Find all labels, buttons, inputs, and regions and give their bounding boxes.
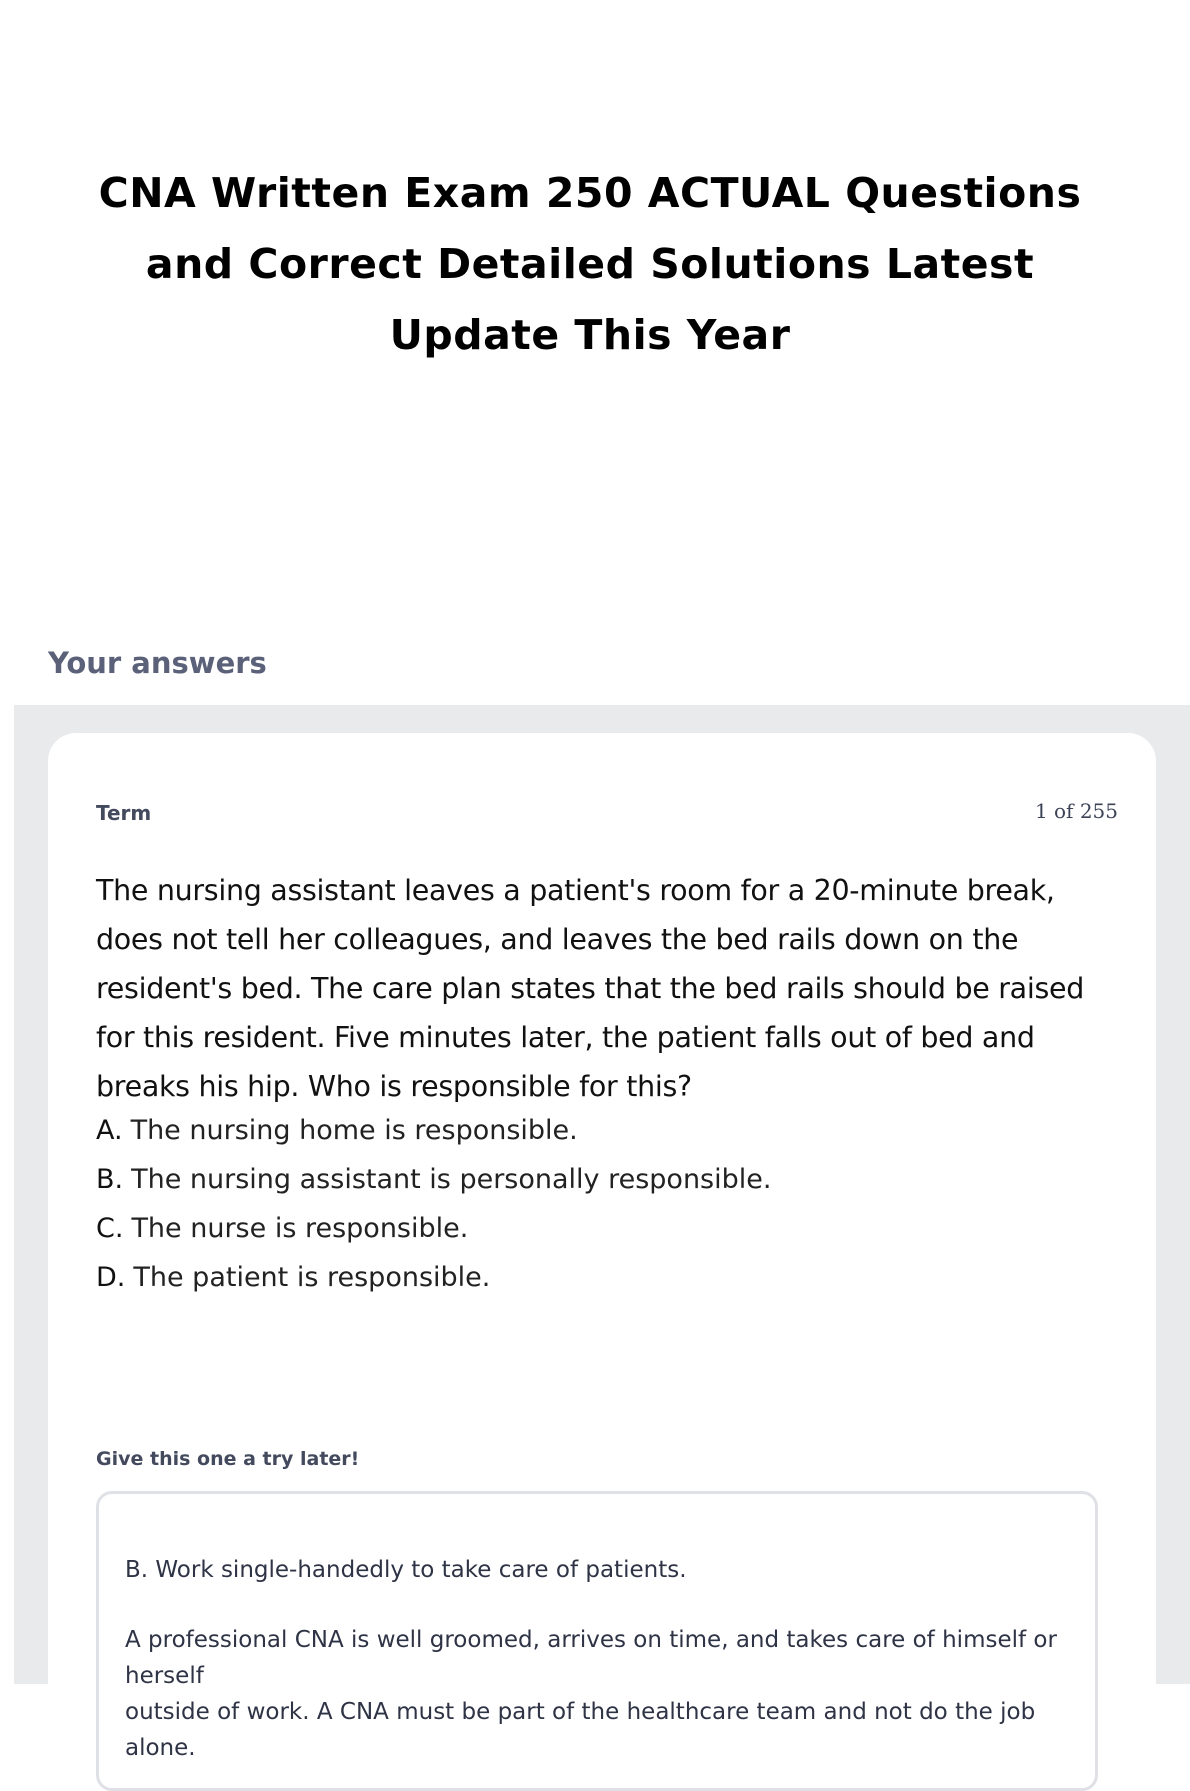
flashcard bbox=[48, 733, 1156, 1761]
card-counter: 1 of 255 bbox=[1034, 799, 1118, 823]
option-b[interactable] bbox=[96, 1155, 1116, 1204]
answer-choice: B. Work single-handedly to take care of patients. bbox=[125, 1557, 687, 1583]
document-title: CNA Written Exam 250 ACTUAL Questions and Correct Detailed Solutions Latest Update This Year bbox=[98, 169, 1082, 359]
card-term-label: Term bbox=[96, 801, 152, 825]
question-text: The nursing assistant leaves a patient's room for a 20-minute break, does not tell her colleagues, and leaves the bed rails down on the resident's bed. The care plan states that the bed rails should be raised for this resident. Five minutes later, the patient falls out of bed and breaks his hip. Who is responsible for this? bbox=[96, 874, 1085, 1103]
option-text: The nursing assistant is personally responsible. bbox=[131, 1164, 772, 1195]
option-letter: C. bbox=[96, 1213, 124, 1244]
option-text: The patient is responsible. bbox=[133, 1262, 491, 1293]
answer-box bbox=[96, 1491, 1098, 1791]
answer-explanation: A professional CNA is well groomed, arrives on time, and takes care of himself or herself outside of work. A CNA must be part of the healthcare team and not do the job alone. bbox=[125, 1627, 1057, 1761]
option-text: The nurse is responsible. bbox=[131, 1213, 469, 1244]
option-c[interactable] bbox=[96, 1204, 1116, 1253]
try-later-hint: Give this one a try later! bbox=[96, 1448, 360, 1470]
option-a[interactable] bbox=[96, 1106, 1116, 1155]
answers-panel bbox=[14, 705, 1190, 1761]
option-d[interactable] bbox=[96, 1253, 1116, 1302]
section-heading-your-answers: Your answers bbox=[48, 646, 267, 680]
option-text: The nursing home is responsible. bbox=[130, 1115, 578, 1146]
answer-options bbox=[96, 1106, 1116, 1302]
option-letter: A. bbox=[96, 1115, 123, 1146]
option-letter: D. bbox=[96, 1262, 126, 1293]
option-letter: B. bbox=[96, 1164, 124, 1195]
